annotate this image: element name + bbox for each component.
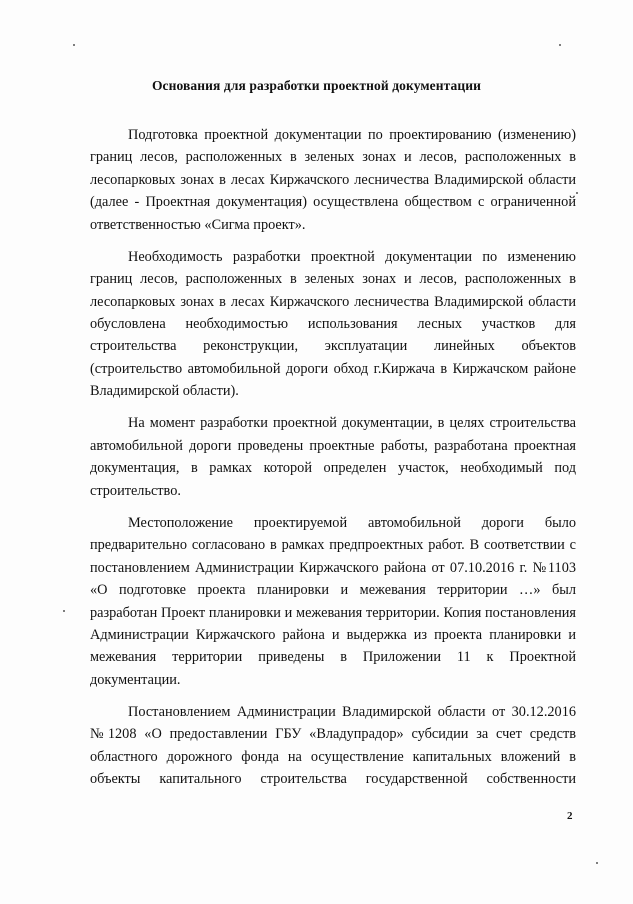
scan-speck: [559, 44, 561, 46]
paragraph-resolution: Постановлением Администрации Владимирской области от 30.12.2016 №1208 «О предоставлении ГБУ «Владупрадор» субсидии за счет средств областного дорожного фонда на осуществление капитальных вложений в объекты капитального строительства государственной собственности: [90, 703, 576, 788]
paragraph-location: Местоположение проектируемой автомобильной дороги было предварительно согласовано в рамках предпроектных работ. В соответствии с постановлением Администрации Киржачского района от 07.10.2016 г. №1103 «О подготовке проекта планировки и межевания территории …» был разработан Проект планировки и межевания территории. Копия постановления Администрации Киржачского района и выдержка из проекта планировки и межевания территории приведены в Приложении 11 к Проектной документации.: [90, 514, 576, 688]
document-title: Основания для разработки проектной документации: [151, 78, 482, 93]
paragraph-necessity: Необходимость разработки проектной документации по изменению границ лесов, расположенных в зеленых зонах и лесов, расположенных в лесопарковых зонах в лесах Киржачского лесничества Владимирской области обусловлена необходимостью использования лесных участков для строительства реконструкции, эксплуатации линейных объектов (строительство автомобильной дороги обход г.Киржача в Киржачском районе Владимирской области).: [90, 248, 576, 400]
scan-speck: [63, 610, 65, 612]
page-number: 2: [567, 810, 573, 822]
scan-speck: [73, 44, 75, 46]
scan-speck: [596, 862, 598, 864]
document-body: [90, 124, 576, 791]
paragraph-design-work: На момент разработки проектной документации, в целях строительства автомобильной дороги проведены проектные работы, разработана проектная документация, в рамках которой определен участок, необходимый под строительство.: [90, 415, 576, 499]
paragraph-preparation: Подготовка проектной документации по проектированию (изменению) границ лесов, расположенных в зеленых зонах и лесов, расположенных в лесопарковых зонах в лесах Киржачского лесничества Владимирской области (далее - Проектная документация) осуществлена обществом с ограниченной ответственностью «Сигма проект».: [90, 127, 576, 233]
scan-speck: [576, 192, 578, 194]
